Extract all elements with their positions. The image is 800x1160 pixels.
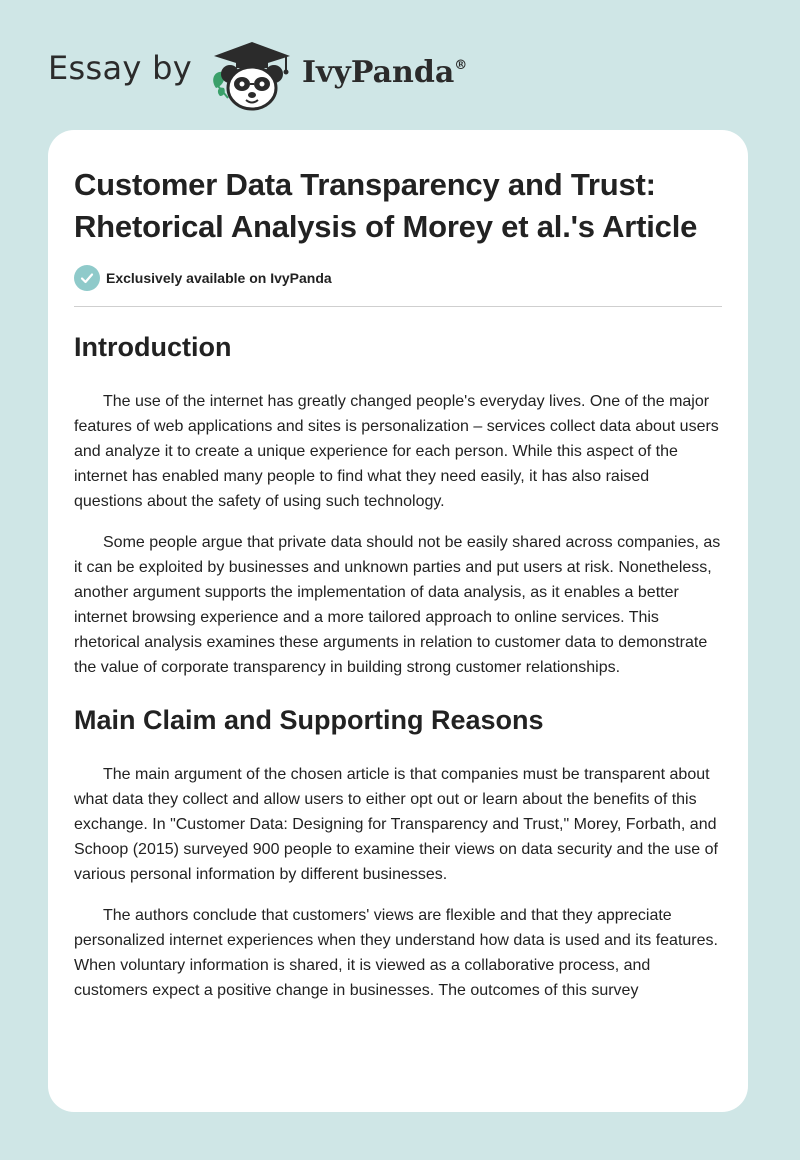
page-title: Customer Data Transparency and Trust: Rhetorical Analysis of Morey et al.'s Article — [74, 167, 698, 244]
panda-logo-icon[interactable] — [206, 36, 298, 112]
site-header — [48, 36, 467, 112]
essay-by-label: Essay by — [48, 49, 192, 87]
title-divider — [74, 306, 722, 307]
section-heading-main-claim: Main Claim and Supporting Reasons — [74, 705, 544, 735]
exclusive-label: Exclusively available on IvyPanda — [106, 270, 332, 286]
article-card — [48, 130, 748, 1112]
exclusive-badge — [74, 264, 722, 292]
section-heading-introduction: Introduction — [74, 332, 232, 362]
paragraph: The main argument of the chosen article is that companies must be transparent about what data they collect and allow users to either opt out or learn about the benefits of this exchange. In "Customer Data: Designing for Transparency and Trust," Morey, Forbath, and Schoop (2015) surveyed 900 people to examine their views on data security and the use of various personal information by different businesses. — [74, 766, 718, 883]
brand-name[interactable]: IvyPanda® — [301, 54, 468, 90]
paragraph: Some people argue that private data should not be easily shared across companies, as it can be exploited by businesses and unknown parties and put users at risk. Nonetheless, another argument supports the implementation of data analysis, as it enables a better internet browsing experience and a more tailored approach to online services. This rhetorical analysis examines these arguments in relation to customer data to demonstrate the value of corporate transparency in building strong customer relationships. — [74, 534, 721, 676]
paragraph: The authors conclude that customers' views are flexible and that they appreciate personalized internet experiences when they understand how data is used and its features. When voluntary information is shared, it is viewed as a collaborative process, and customers expect a positive change in businesses. The outcomes of this survey — [74, 907, 718, 999]
registered-mark: ® — [454, 57, 468, 73]
paragraph: The use of the internet has greatly changed people's everyday lives. One of the major features of web applications and sites is personalization – services collect data about users and analyze it to create a unique experience for each person. While this aspect of the internet has enabled many people to find what they need easily, it has also raised questions about the safety of using such technology. — [74, 393, 719, 510]
check-circle-icon — [74, 265, 100, 291]
